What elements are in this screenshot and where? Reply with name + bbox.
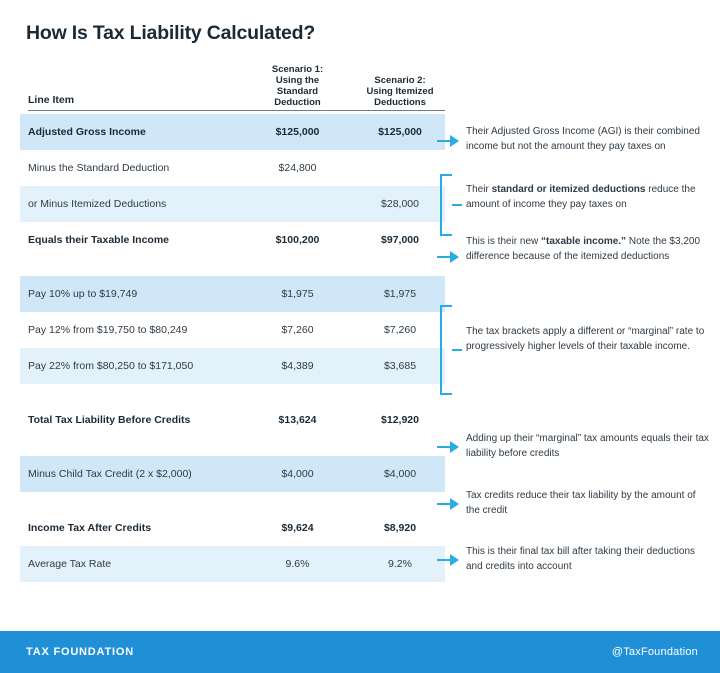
column-header-line-item: Line Item xyxy=(28,94,75,106)
scenario2-line-3: Deductions xyxy=(374,97,426,108)
table-row xyxy=(20,186,445,222)
row-label: Minus the Standard Deduction xyxy=(28,162,170,174)
table-row xyxy=(20,222,445,258)
scenario2-line-2: Using Itemized xyxy=(366,86,434,97)
annotation-deductions: Their standard or itemized deductions reduce the amount of income they pay taxes on xyxy=(466,184,696,210)
table-header xyxy=(20,62,445,110)
table-row xyxy=(20,114,445,150)
row-label: Pay 22% from $80,250 to $171,050 xyxy=(28,360,194,372)
row-spacer xyxy=(20,258,445,276)
table-row xyxy=(20,348,445,384)
arrow-icon-taxable-income xyxy=(437,251,459,263)
row-scenario2-value: $7,260 xyxy=(383,324,417,336)
row-label: Pay 12% from $19,750 to $80,249 xyxy=(28,324,188,336)
annotation-agi: Their Adjusted Gross Income (AGI) is their combined income but not the amount they pay taxes on xyxy=(466,126,700,152)
table-row xyxy=(20,150,445,186)
table-row xyxy=(20,456,445,492)
row-scenario2-value: $12,920 xyxy=(381,414,419,426)
row-label: or Minus Itemized Deductions xyxy=(28,198,167,210)
row-scenario1-value: $100,200 xyxy=(275,234,320,246)
row-spacer xyxy=(20,492,445,510)
row-scenario2-value: $97,000 xyxy=(381,234,419,246)
row-scenario2-value: 9.2% xyxy=(388,558,412,570)
row-scenario1-value: 9.6% xyxy=(285,558,310,570)
footer-bar xyxy=(0,631,720,673)
row-scenario1-value: $1,975 xyxy=(281,288,314,300)
page-title: How Is Tax Liability Calculated? xyxy=(26,22,316,44)
row-label: Income Tax After Credits xyxy=(28,522,152,534)
row-label: Adjusted Gross Income xyxy=(28,126,146,138)
row-scenario2-value: $3,685 xyxy=(383,360,417,372)
scenario1-line-4: Deduction xyxy=(274,97,321,108)
row-scenario1-value: $7,260 xyxy=(281,324,314,336)
annotation-taxable-income: This is their new “taxable income.” Note the $3,200 difference because of the itemized deductions xyxy=(466,236,701,262)
table-row xyxy=(20,510,445,546)
table-row xyxy=(20,402,445,438)
row-label: Average Tax Rate xyxy=(28,558,112,570)
arrow-icon-final-bill xyxy=(437,554,459,566)
row-label: Pay 10% up to $19,749 xyxy=(28,288,138,300)
row-scenario2-value: $8,920 xyxy=(383,522,417,534)
brace-deductions xyxy=(440,174,452,236)
row-scenario1-value: $13,624 xyxy=(278,414,317,426)
row-spacer xyxy=(20,384,445,402)
table-row xyxy=(20,312,445,348)
row-scenario1-value: $125,000 xyxy=(275,126,320,138)
column-header-scenario-2 xyxy=(350,75,450,108)
social-handle[interactable]: @TaxFoundation xyxy=(611,646,698,658)
table-row xyxy=(20,546,445,582)
annotation-final-bill: This is their final tax bill after taking their deductions and credits into account xyxy=(466,546,695,572)
row-scenario2-value: $4,000 xyxy=(383,468,417,480)
annotation-total-liability: Adding up their “marginal” tax amounts equals their tax liability before credits xyxy=(466,433,709,459)
arrow-icon-total-liability xyxy=(437,441,459,453)
table-row xyxy=(20,276,445,312)
scenario1-line-1: Scenario 1: xyxy=(271,64,324,75)
column-header-scenario-1 xyxy=(245,64,350,108)
arrow-icon-credits xyxy=(437,498,459,510)
header-divider xyxy=(28,110,445,111)
tax-table xyxy=(20,62,445,570)
brace-tax-brackets xyxy=(440,305,452,395)
annotation-credits: Tax credits reduce their tax liability by the amount of the credit xyxy=(466,490,696,516)
arrow-icon-agi xyxy=(437,135,459,147)
row-scenario1-value: $4,389 xyxy=(281,360,314,372)
row-scenario1-value: $24,800 xyxy=(278,162,317,174)
row-scenario2-value: $28,000 xyxy=(381,198,419,210)
row-scenario2-value: $125,000 xyxy=(378,126,422,138)
brand-label: TAX FOUNDATION xyxy=(26,646,134,658)
scenario2-line-1: Scenario 2: xyxy=(374,75,426,86)
row-scenario1-value: $4,000 xyxy=(281,468,314,480)
row-spacer xyxy=(20,438,445,456)
scenario1-line-2: Using the xyxy=(275,75,320,86)
scenario1-line-3: Standard xyxy=(276,86,319,97)
annotation-brackets: The tax brackets apply a different or “marginal” rate to progressively higher levels of their taxable income. xyxy=(466,326,705,352)
row-scenario1-value: $9,624 xyxy=(281,522,314,534)
table-body xyxy=(20,114,445,582)
row-label: Equals their Taxable Income xyxy=(28,234,170,246)
row-label: Minus Child Tax Credit (2 x $2,000) xyxy=(28,468,192,480)
row-label: Total Tax Liability Before Credits xyxy=(28,414,191,426)
row-scenario2-value: $1,975 xyxy=(383,288,417,300)
